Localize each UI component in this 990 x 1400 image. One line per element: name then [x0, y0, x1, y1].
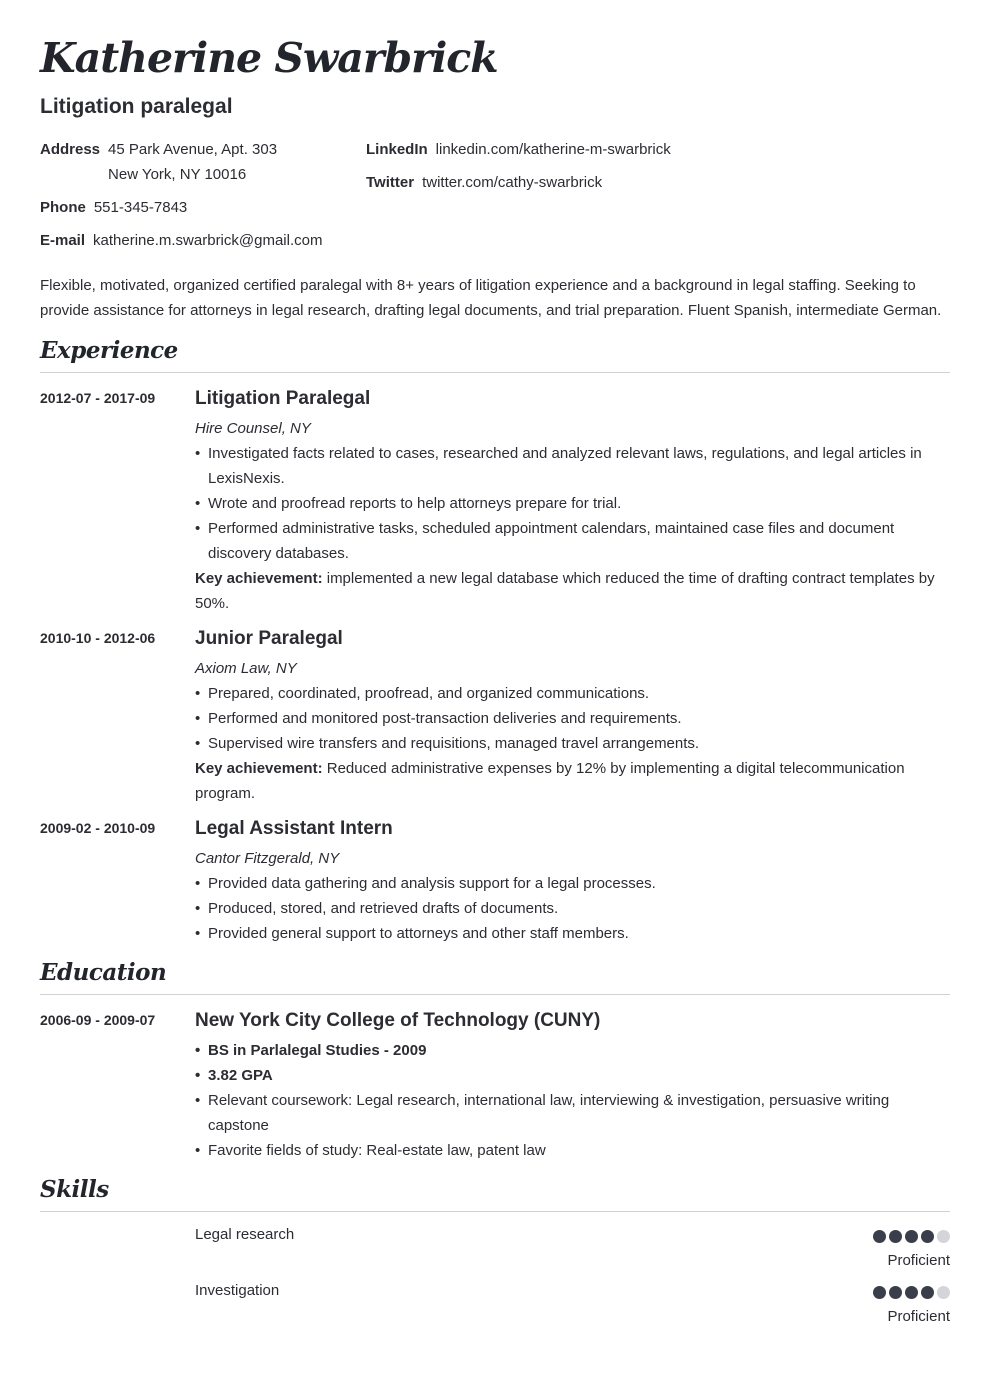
address-line2: New York, NY 10016	[108, 166, 247, 183]
job-company: Axiom Law, NY	[195, 660, 297, 677]
education-divider	[40, 994, 950, 995]
profile-summary: Flexible, motivated, organized certified paralegal with 8+ years of litigation experience and a background in legal staffing. Seeking to provide assistance for attorneys in legal research, drafting legal documents, and trial preparation. Fluent Spanish, intermediate German.	[40, 277, 942, 319]
rating-dot-filled	[889, 1230, 902, 1243]
email-link[interactable]: katherine.m.swarbrick@gmail.com	[93, 232, 323, 249]
linkedin-label: LinkedIn	[366, 141, 428, 158]
experience-heading: Experience	[40, 337, 178, 364]
address-line1: 45 Park Avenue, Apt. 303	[108, 141, 278, 158]
job-company: Hire Counsel, NY	[195, 420, 311, 437]
rating-dot-filled	[905, 1230, 918, 1243]
phone-label: Phone	[40, 199, 86, 216]
education-heading: Education	[40, 959, 167, 986]
job-bullet: • Performed administrative tasks, scheduled appointment calendars, maintained case files and document discovery databases.	[195, 516, 950, 566]
education-dates: 2006-09 - 2009-07	[40, 1012, 156, 1028]
rating-dot-filled	[873, 1286, 886, 1299]
job-title: Junior Paralegal	[195, 628, 343, 649]
experience-divider	[40, 372, 950, 373]
job-dates: 2012-07 - 2017-09	[40, 390, 156, 406]
phone-row	[40, 195, 322, 220]
job-title: Litigation Paralegal	[195, 388, 371, 409]
education-bullet: • Relevant coursework: Legal research, international law, interviewing & investigation, persuasive writing capstone	[195, 1088, 950, 1138]
job-bullets	[195, 441, 950, 566]
education-bullet: • BS in Parlalegal Studies - 2009	[195, 1038, 950, 1063]
skills-divider	[40, 1211, 950, 1212]
rating-dot-empty	[937, 1286, 950, 1299]
achievement-text: Reduced administrative expenses by 12% by implementing a digital telecommunication program.	[195, 760, 905, 802]
job-achievement	[195, 756, 950, 806]
rating-dot-filled	[873, 1230, 886, 1243]
twitter-row	[366, 170, 671, 195]
achievement-label: Key achievement:	[195, 570, 323, 587]
achievement-text: implemented a new legal database which reduced the time of drafting contract templates by 50%.	[195, 570, 935, 612]
job-achievement	[195, 566, 950, 616]
education-bullet: • 3.82 GPA	[195, 1063, 950, 1088]
achievement-label: Key achievement:	[195, 760, 323, 777]
job-bullet: • Provided data gathering and analysis support for a legal processes.	[195, 871, 950, 896]
skill-rating	[873, 1230, 950, 1243]
email-row	[40, 228, 322, 253]
phone-value: 551-345-7843	[93, 199, 188, 216]
skill-rating	[873, 1286, 950, 1299]
job-bullet: • Provided general support to attorneys and other staff members.	[195, 921, 950, 946]
skill-name: Legal research	[195, 1226, 295, 1243]
twitter-link[interactable]: twitter.com/cathy-swarbrick	[422, 174, 603, 191]
rating-dot-filled	[921, 1286, 934, 1299]
address-label: Address	[40, 141, 101, 158]
rating-dot-filled	[921, 1230, 934, 1243]
rating-dot-filled	[905, 1286, 918, 1299]
rating-dot-empty	[937, 1230, 950, 1243]
job-bullets	[195, 681, 950, 756]
job-dates: 2010-10 - 2012-06	[40, 630, 156, 646]
linkedin-row	[366, 137, 671, 162]
candidate-role: Litigation paralegal	[40, 95, 233, 118]
contact-right-column	[366, 137, 671, 195]
rating-dot-filled	[889, 1286, 902, 1299]
address-row	[40, 137, 322, 187]
skills-heading: Skills	[40, 1176, 109, 1203]
school-name: New York City College of Technology (CUNY)	[195, 1010, 601, 1031]
job-bullet: • Performed and monitored post-transaction deliveries and requirements.	[195, 706, 950, 731]
job-bullet: • Supervised wire transfers and requisitions, managed travel arrangements.	[195, 731, 950, 756]
job-bullet: • Produced, stored, and retrieved drafts of documents.	[195, 896, 950, 921]
education-bullets	[195, 1038, 950, 1163]
candidate-name: Katherine Swarbrick	[40, 34, 498, 82]
linkedin-link[interactable]: linkedin.com/katherine-m-swarbrick	[435, 141, 671, 158]
skill-level: Proficient	[887, 1308, 950, 1325]
job-company: Cantor Fitzgerald, NY	[195, 850, 340, 867]
job-title: Legal Assistant Intern	[195, 818, 393, 839]
contact-left-column	[40, 137, 322, 253]
education-bullet: • Favorite fields of study: Real-estate law, patent law	[195, 1138, 950, 1163]
twitter-label: Twitter	[366, 174, 415, 191]
skill-name: Investigation	[195, 1282, 280, 1299]
email-label: E-mail	[40, 232, 86, 249]
job-bullets	[195, 871, 950, 946]
job-dates: 2009-02 - 2010-09	[40, 820, 156, 836]
job-bullet: • Prepared, coordinated, proofread, and organized communications.	[195, 681, 950, 706]
skill-level: Proficient	[887, 1252, 950, 1269]
job-bullet: • Investigated facts related to cases, researched and analyzed relevant laws, regulations, and legal articles in LexisNexis.	[195, 441, 950, 491]
job-bullet: • Wrote and proofread reports to help attorneys prepare for trial.	[195, 491, 950, 516]
